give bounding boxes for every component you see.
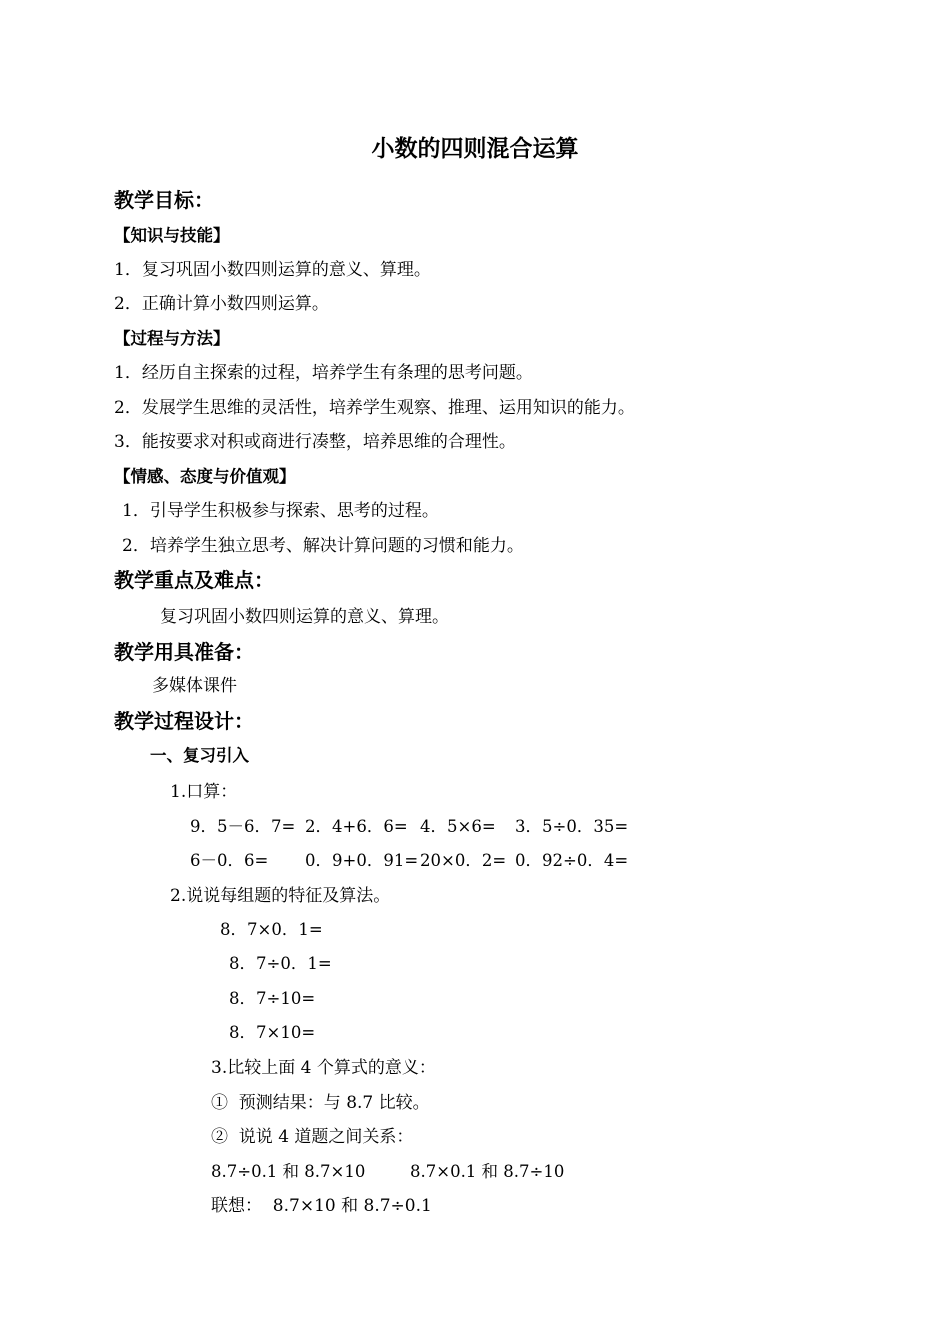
knowledge-heading: 【知识与技能】	[114, 226, 230, 245]
knowledge-item: 1．复习巩固小数四则运算的意义、算理。	[114, 260, 431, 280]
oral-expr: 20×0．2=	[420, 851, 507, 870]
oral-label: 1.口算：	[170, 782, 238, 802]
attitude-heading: 【情感、态度与价值观】	[114, 467, 296, 486]
attitude-item: 2．培养学生独立思考、解决计算问题的习惯和能力。	[122, 536, 524, 556]
oral-expr: 2．4+6．6=	[305, 817, 408, 836]
process-heading: 【过程与方法】	[114, 329, 230, 348]
attitude-item: 1．引导学生积极参与探索、思考的过程。	[122, 501, 439, 521]
process-item: 2．发展学生思维的灵活性，培养学生观察、推理、运用知识的能力。	[114, 398, 635, 418]
key-points-heading: 教学重点及难点：	[114, 568, 274, 592]
group-expr: 8．7÷10=	[229, 989, 316, 1008]
oral-expr: 0．9+0．91=	[305, 851, 419, 870]
group-expr: 8．7×0．1=	[220, 920, 323, 939]
oral-expr: 0．92÷0．4=	[515, 851, 629, 870]
oral-expr: 6－0．6=	[190, 851, 269, 870]
discuss-label: 2.说说每组题的特征及算法。	[170, 886, 391, 906]
design-heading: 教学过程设计：	[114, 709, 254, 733]
association-text: 联想： 8.7×10 和 8.7÷0.1	[211, 1196, 432, 1216]
pair-expr: 8.7÷0.1 和 8.7×10	[211, 1162, 366, 1181]
tools-text: 多媒体课件	[152, 676, 237, 696]
compare-label: 3.比较上面 4 个算式的意义：	[211, 1058, 436, 1078]
relation-text: ② 说说 4 道题之间关系：	[211, 1127, 414, 1147]
process-item: 1．经历自主探索的过程，培养学生有条理的思考问题。	[114, 363, 533, 383]
knowledge-item: 2．正确计算小数四则运算。	[114, 294, 329, 314]
document-title: 小数的四则混合运算	[371, 136, 579, 162]
process-item: 3．能按要求对积或商进行凑整，培养思维的合理性。	[114, 432, 516, 452]
oral-expr: 3．5÷0．35=	[515, 817, 629, 836]
tools-heading: 教学用具准备：	[114, 640, 254, 664]
key-points-text: 复习巩固小数四则运算的意义、算理。	[160, 607, 449, 627]
pair-expr: 8.7×0.1 和 8.7÷10	[410, 1162, 565, 1181]
predict-text: ① 预测结果：与 8.7 比较。	[211, 1093, 430, 1113]
oral-expr: 4．5×6=	[420, 817, 496, 836]
section1-heading: 一、复习引入	[150, 746, 249, 765]
group-expr: 8．7×10=	[229, 1023, 316, 1042]
group-expr: 8．7÷0．1=	[229, 954, 332, 973]
oral-expr: 9．5－6．7=	[190, 817, 296, 836]
objectives-heading: 教学目标：	[114, 188, 214, 212]
